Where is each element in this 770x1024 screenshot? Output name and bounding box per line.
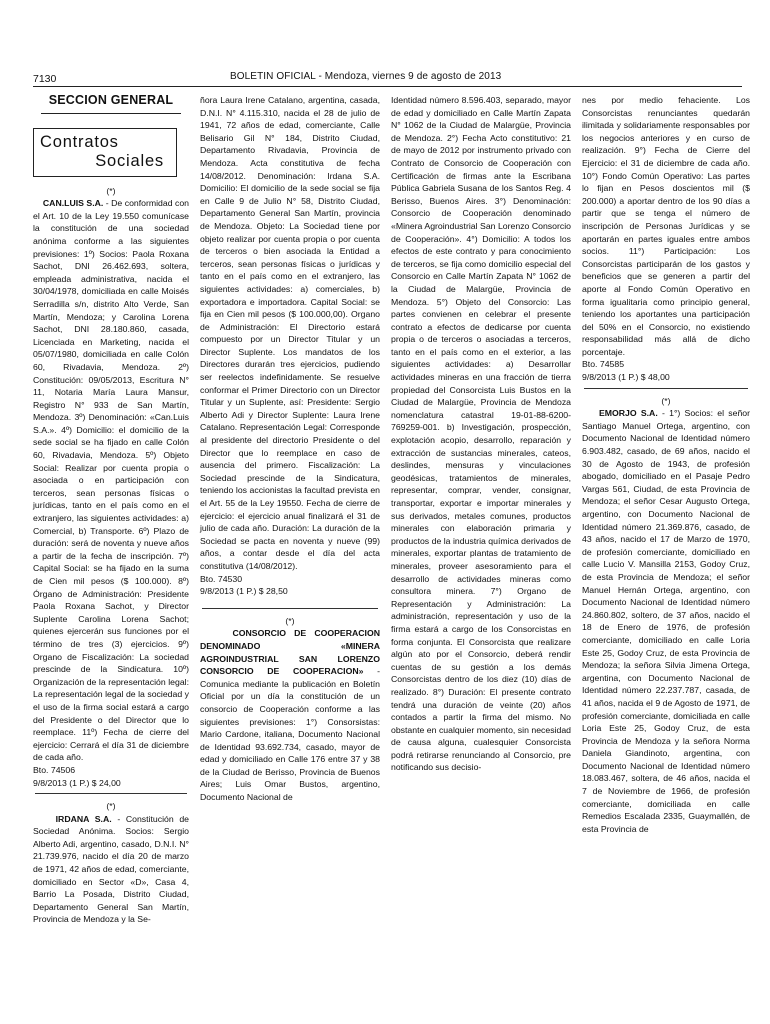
edict-pub: 9/8/2013 (1 P.) $ 28,50 xyxy=(200,586,288,597)
box-line-1: Contratos xyxy=(40,132,119,151)
entry-star: (*) xyxy=(106,801,116,812)
entry-separator xyxy=(202,608,378,609)
edict-pub: 9/8/2013 (1 P.) $ 48,00 xyxy=(582,372,670,383)
edict-body: - Comunica mediante la publicación en Boletín Oficial por un día la constitución de un consorcio de Cooperación conforme a las siguientes previsiones: 1°) Consorsistas: Mario Cardone, italiana, Documento Nacional de Identidad 93.692.734, casado, mayor de edad y domiciliado en Calle 176 entre 37 y 38 de la Ciudad de Berisso, Provincia de Buenos Aires; Luis Omar Bustos, argentino, Documento Nacional de xyxy=(200,666,380,803)
edict-minera-part2: Identidad número 8.596.403, separado, mayor de edad y domiciliado en Calle Martín Zapata N° 1062 de la Ciudad de Malargüe, Provincia de Mendoza. 2°) Fecha Acto constitutivo: 21 de mayo de 2012 por instrumento privado con Contrato de Consorcio de Cooperación con Certificación de firmas ante la Escribana Pública Gabriela Susana de los Santos Reg. 4 Berisso, Buenos Aires. 3°) Denominación: Consorcio de Cooperación denominado «Minera Agroindustrial San Lorenzo Consorcio de Cooperación». 4°) Domicilio: A todos los efectos de este contrato y para conocimiento de terceros, se fija como domicilio especial del Consorcio en Calle Martín Zapata N° 1062 de la Ciudad de Malargüe, Provincia de Mendoza. 5°) Objeto del Consorcio: Las partes convienen en celebrar el presente contrato a efectos de dedicarse por cuenta propia o de terceros o asociadas a terceros, tanto en el país como en el exterior, a las siguientes actividades: a) Desarrollar actividades mineras en una fracción de tierra propiedad del Consorcista Luis Bustos en la Ciudad de Malargüe, Provincia de Mendoza nomenclatura catastral 19-01-88-6200-769259-001. b) Investigación, prospección, explotación acopio, desarrollo, reparación y extracción de sustancias minerales, cateos, deslindes, mensuras y vinculaciones geodésicas, tratamientos de minerales, representar, comprar, vender, consignar, transportar, exportar e importar minerales y sus derivados, metales comunes, productos minerales con elaboración primaria y productos de la industria química derivados de minerales, exportar plantas de tratamiento de minerales, proveer asesoramiento para el desarrollo de actividades mineras como consultora minera. 7°) Organo de Representación y Administración: La administración, representación y uso de la firma estará a cargo de los Consorcistas en forma conjunta. El Consorcista que realizare algún ato por el Consorcio, deberá rendir cuentas de su gestión a los demás Consorcistas dentro de los diez (10) días de realizado. 8°) Duración: El presente contrato tendrá una duración de veinte (20) años contados a partir la firma del mismo. No obstante en cualquier momento, sin necesidad de causa alguna, cualesquier Consorcista podrá retirarse renunciando al Consorcio, pre notificando sus decisio- xyxy=(391,95,571,773)
edict-name: EMORJO S.A. xyxy=(598,408,658,419)
edict-irdana-part2: ñora Laura Irene Catalano, argentina, casada, D.N.I. N° 4.115.310, nacida el 28 de julio de 1941, 72 años de edad, comerciante, Calle Belisario Gil N° 184, Distrito Ciudad, Departamento Rivadavia, Provincia de Mendoza. Acta constitutiva de fecha 14/08/2012. Denominación: Irdana S.A. Domicilio: El domicilio de la sede social se fija en Calle 9 de Julio N° 58, Distrito Ciudad, Departamento General San Martín, provincia de Mendoza. Objeto: La Sociedad tiene por objeto realizar por cuenta propia o por cuenta de terceros o bien asociada la Entidad a terceros, sean personas físicas o jurídicas y tanto en el país como en el extranjero, las siguientes actividades: a) comerciales, b) exportadora e importadora. Capital Social: se fija en Cien mil pesos ($ 100.000,00). Organo de Administración: El Directorio estará compuesto por un Director Titular y un Director Suplente. Los mandatos de los Directores durarán tres ejercicios, pudiendo ser reelectos indefinidamente. Se resuelve conformar el Primer Directorio con un Director Titular y un Suplente, así: Presidente: Sergio Alberto Adi y Director Suplente: Laura Irene Catalano. Representación Legal: Corresponde al presidente del directorio Presidente o del Director que lo reemplace en caso de ausencia del primero. Fiscalización: La Sociedad prescinde de la Sindicatura, teniendo los accionistas la facultad prevista en el Art. 55 de la Ley 19550. Fecha de cierre de ejercicio: el ejercicio anual finalizará el 31 de julio de cada año. Duración: La duración de la Sociedad se pacta en noventa y nueve (99) años, a contar desde el día del acta constitutiva (14/08/2012). xyxy=(200,95,380,571)
entry-separator xyxy=(35,793,187,794)
edict-body: - 1°) Socios: el señor Santiago Manuel Ortega, argentino, con Documento Nacional de Identidad número 6.903.482, casado, de 69 años, nacido el 30 de Agosto de 1943, de profesión abogado, domiciliado en el Pasaje Pedro Vargas 561, Ciudad, de esta Provincia de Mendoza; el señor Cesar Augusto Ortega, argentino, con Documento Nacional de Identidad número 21.369.876, casado, de 43 años, nacido el 17 de Marzo de 1970, de profesión comerciante, domiciliado en calle Lucio V. Mansilla 2153, Godoy Cruz, de esta Provincia de Mendoza; el señor Manuel Hernán Ortega, argentino, con Documento Nacional de Identidad número 24.860.802, soltero, de 37 años, nacido el 18 de Enero de 1976, de profesión comerciante, domiciliado en calle Loria Este 25, Godoy Cruz, de esta Provincia de Mendoza; la señora Silvia Jimena Ortega, argentina, con Documento Nacional de Identidad número 22.237.787, casada, de 41 años, nacida el 9 de Agosto de 1971, de profesión comerciante, domiciliada en calle Loria Este 25, Godoy Cruz, de esta Provincia de Mendoza y la señora Norma Daniela Giandinoto, argentina, con Documento Nacional de Identidad número 18.083.467, soltera, de 46 años, nacida el 7 de Noviembre de 1966, de profesión comerciante, domiciliada en calle Remedios Escalada 2335, Guaymallén, de esta Provincia de xyxy=(582,408,751,834)
edict-bto: Bto. 74585 xyxy=(582,359,625,370)
edict-minera-part3: nes por medio fehaciente. Los Consorcistas renunciantes quedarán ilimitada y solidariamente responsables por los negocios anteriores y en curso de realización. 9°) Fecha de Cierre del Ejercicio: el 31 de diciembre de cada año. 10°) Fondo Común Operativo: Las partes lo fijan en Pesos doscientos mil ($ 200.000) a aportar dentro de los 90 días a partir que se tenga el número de inscripción de Personas Jurídicas y se aportarán en partes iguales entre ambos socios. 11°) Participación: Los Consorcistas participarán de los gastos y beneficios que se generen a partir del aporte al Fondo Común Operativo en forma igualitaria como principio general, teniendo los aportantes una participación del 50% en el Consorcio, no existiendo responsabilidad más allá de dicho porcentaje. xyxy=(582,95,750,357)
edict-body: - De conformidad con el Art. 10 de la Ley 19.550 comunícase la constitución de una sociedad anónima conforme a las siguientes previsiones: 1º) Socios: Paola Roxana Sachot, DNI 26.462.693, soltera, empleada administrativa, nacida el 30/04/1978, domiciliada en calle Moisés Serradilla s/n, distrito Alto Verde, San Martín, Mendoza; y Carolina Lorena Sachot, DNI 28.180.860, casada, Licenciada en Marketing, nacida el 05/07/1980, domiciliada en calle Colón 60, Rivadavia, Mendoza. 2º) Constitución: 09/05/2013, Escritura N° 11, Notaria María Laura Mansur, Registro N° 933 de San Martín, Mendoza. 3º) Denominación: «Can.Luis S.A.». 4º) Domicilio: el domicilio de la sede social se ha fijado en calle Colón 60, Rivadavia, Mendoza. 5º) Objeto Social: Realizar por cuenta propia o asociada o en participación con terceros, sean personas físicas o jurídicas, tanto en el país como en el extranjero, las siguientes actividades: a) Comercial, b) Transporte. 6º) Plazo de duración: será de noventa y nueve años a partir de la fecha de inscripción. 7º) Capital Social: se ha fijado en la suma de Cien mil pesos ($ 100.000). 8º) Órgano de Administración: Presidente Paola Roxana Sachot, y Director Suplente Carolina Lorena Sachot; quienes ejercerán sus funciones por el término de tres (3) ejercicios. 9º) Organo de Fiscalización: La sociedad prescinde de la Sindicatura. 10º) Organización de la representación legal: La representación legal de la sociedad y el uso de la firma social estará a cargo del Presidente o del Director que lo reemplace. 11º) Fecha de cierre del ejercicio: Cerrará el día 31 de diciembre de cada año. xyxy=(33,198,190,763)
section-rule xyxy=(41,113,181,114)
column-2 xyxy=(200,94,380,804)
edict-pub: 9/8/2013 (1 P.) $ 24,00 xyxy=(33,777,121,788)
entry-star: (*) xyxy=(106,185,116,196)
box-line-2: Sociales xyxy=(95,151,164,170)
entry-separator xyxy=(584,388,748,389)
column-3 xyxy=(391,94,571,774)
running-head: BOLETIN OFICIAL - Mendoza, viernes 9 de agosto de 2013 xyxy=(230,71,502,82)
edict-emorjo xyxy=(582,407,750,835)
entry-star: (*) xyxy=(661,395,671,406)
header-rule xyxy=(33,86,742,87)
edict-irdana-part1 xyxy=(33,813,189,926)
edict-name: CAN.LUIS S.A. xyxy=(42,198,104,209)
edict-bto: Bto. 74506 xyxy=(33,764,76,775)
entry-star: (*) xyxy=(285,615,295,626)
edict-body: - Constitución de Sociedad Anónima. Socios: Sergio Alberto Adi, argentino, casado, D.N.I. N° 21.739.976, nacido el día 20 de marzo de 1971, 42 años de edad, comerciante, domiciliado en Sector «D», Casa 4, Barrio La Posada, Distrito Ciudad, Departamento General San Martín, Provincia de Mendoza y la Se- xyxy=(33,813,189,925)
edict-canluis xyxy=(33,197,189,764)
contratos-sociales-box xyxy=(33,128,177,177)
column-4 xyxy=(582,94,750,835)
section-title: SECCION GENERAL xyxy=(48,93,174,107)
edict-name: IRDANA S.A. xyxy=(55,813,112,824)
page-number: 7130 xyxy=(33,73,57,85)
edict-bto: Bto. 74530 xyxy=(200,573,243,584)
column-1 xyxy=(33,94,189,926)
edict-minera-part1 xyxy=(200,627,380,803)
edict-name: CONSORCIO DE COOPERACION DENOMINADO «MINERA AGROINDUSTRIAL SAN LORENZO CONSORCIO DE COOPERACION» xyxy=(200,628,380,677)
